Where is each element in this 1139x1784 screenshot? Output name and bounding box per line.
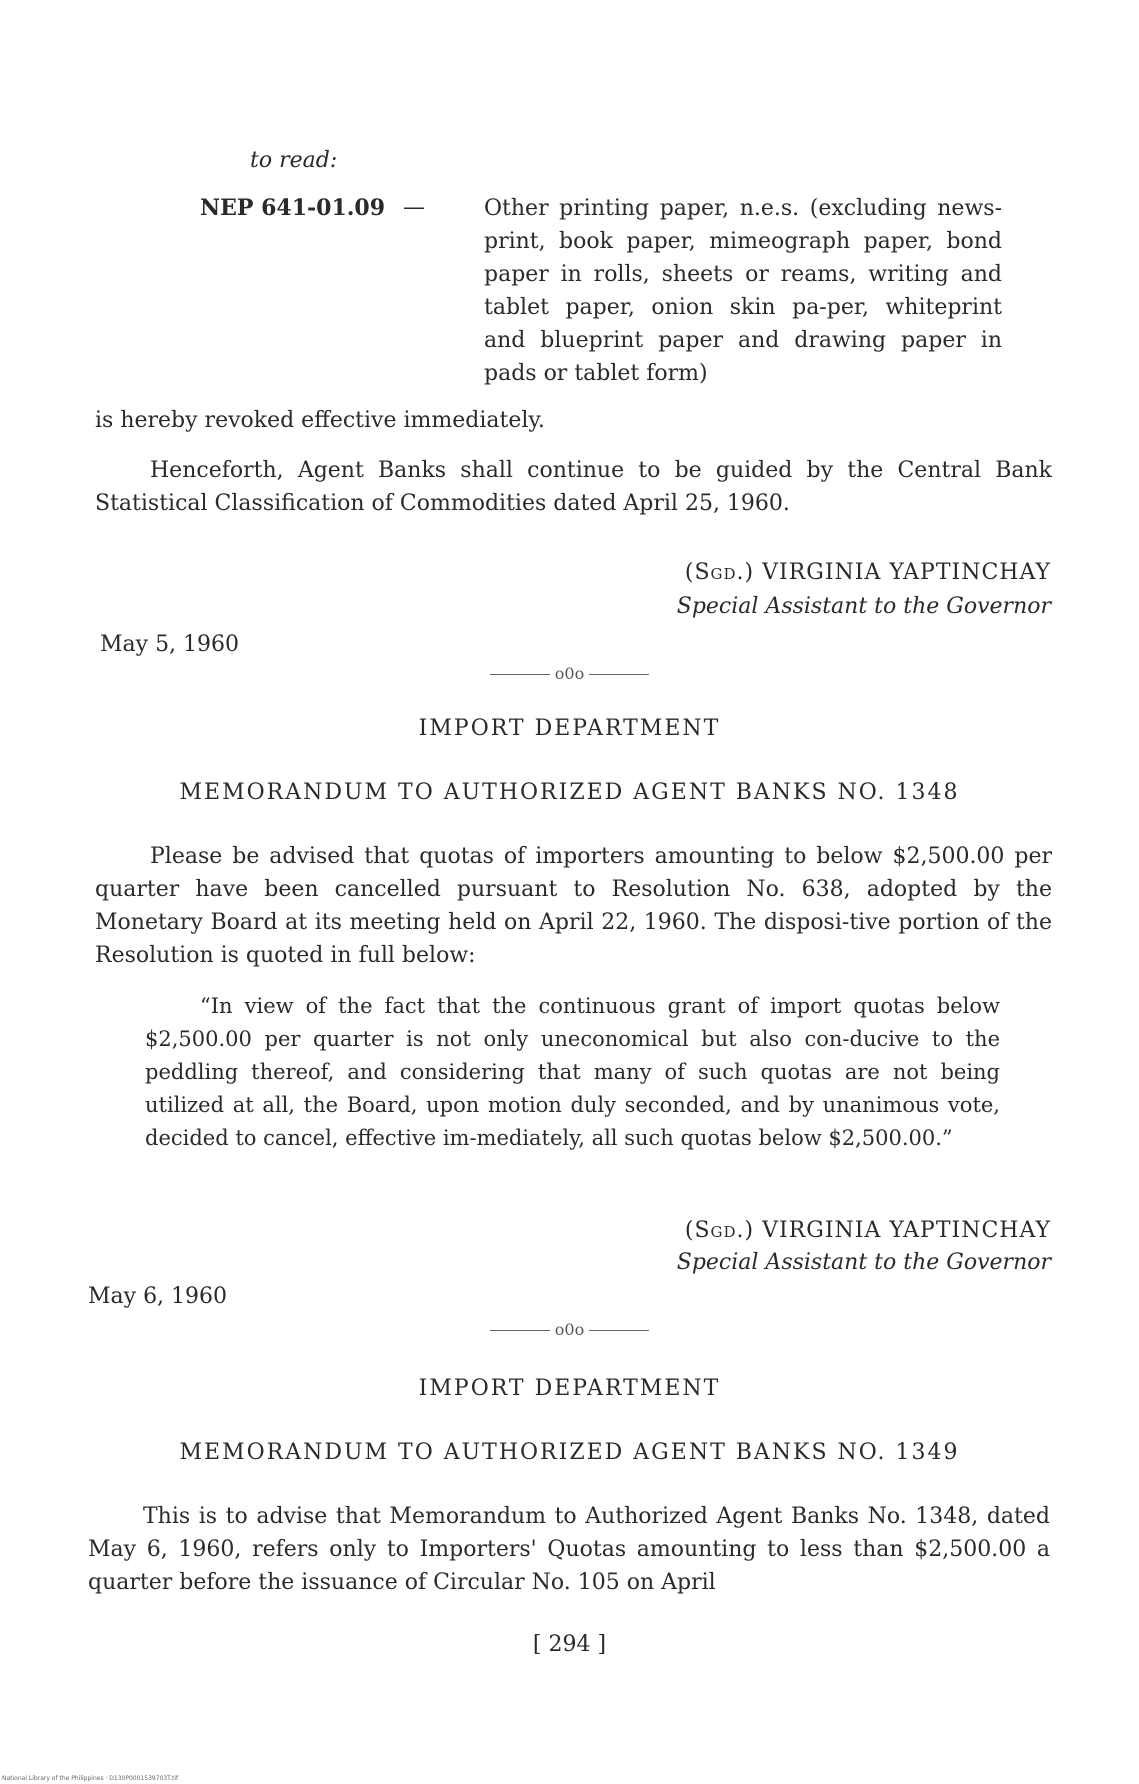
separator-mark: o0o [554, 1320, 585, 1339]
separator-line [490, 674, 550, 675]
entry-code: NEP 641-01.09 [200, 195, 386, 221]
date-1: May 5, 1960 [100, 632, 240, 657]
signatory-title: Special Assistant to the Governor [676, 1250, 1051, 1275]
resolution-quote: “In view of the fact that the continuous grant of import quotas below $2,500.00 per quarter is not only uneconomical but also con-ducive to the peddling thereof, and considering that many of such quotas are not being utilized at all, the Board, upon motion duly seconded, and by unanimous vote, decided to cancel, effective im-mediately, all such quotas below $2,500.00.” [145, 994, 1000, 1150]
signatory-title: Special Assistant to the Governor [676, 594, 1051, 619]
memo-1349-paragraph: This is to advise that Memorandum to Authorized Agent Banks No. 1348, dated May 6, 1960, refers only to Importers' Quotas amounting to less than $2,500.00 a quarter before the issuance of Circular No. 105 on April [88, 1504, 1050, 1595]
separator-mark: o0o [554, 664, 585, 683]
page-number: [ 294 ] [532, 1632, 607, 1657]
henceforth-paragraph: Henceforth, Agent Banks shall continue to be guided by the Central Bank Statistical Classification of Commodities dated April 25, 1960. [95, 458, 1052, 516]
memo-title-1349: MEMORANDUM TO AUTHORIZED AGENT BANKS NO. 1349 [179, 1440, 960, 1465]
separator-line [490, 1330, 550, 1331]
sgd-mark: (Sgd.) [684, 1218, 755, 1243]
department-heading-2: IMPORT DEPARTMENT [418, 1376, 721, 1401]
separator-line [589, 674, 649, 675]
signature-1 [685, 560, 1051, 585]
separator-2 [0, 1320, 1139, 1339]
archive-footer: National Library of the Philippines · D130P0001539703T.tif [2, 1775, 179, 1782]
to-read-label: to read: [250, 148, 338, 173]
sgd-mark: (Sgd.) [684, 560, 755, 585]
memo-1348-paragraph: Please be advised that quotas of importers amounting to below $2,500.00 per quarter have been cancelled pursuant to Resolution No. 638, adopted by the Monetary Board at its meeting held on April 22, 1960. The disposi-tive portion of the Resolution is quoted in full below: [95, 844, 1052, 968]
signatory-name: VIRGINIA YAPTINCHAY [762, 560, 1051, 585]
signatory-name: VIRGINIA YAPTINCHAY [762, 1218, 1051, 1243]
separator-line [589, 1330, 649, 1331]
date-2: May 6, 1960 [88, 1284, 228, 1309]
memo-title-1348: MEMORANDUM TO AUTHORIZED AGENT BANKS NO. 1348 [179, 780, 960, 805]
entry-dash: — [403, 195, 425, 220]
entry-description: Other printing paper, n.e.s. (excluding news-print, book paper, mimeograph paper, bond paper in rolls, sheets or reams, writing and tablet paper, onion skin pa-per, whiteprint and blueprint paper and drawing paper in pads or tablet form) [484, 196, 1002, 386]
department-heading-1: IMPORT DEPARTMENT [418, 716, 721, 741]
revoked-text: is hereby revoked effective immediately. [95, 408, 545, 433]
signature-2 [685, 1218, 1051, 1243]
separator-1 [0, 664, 1139, 683]
